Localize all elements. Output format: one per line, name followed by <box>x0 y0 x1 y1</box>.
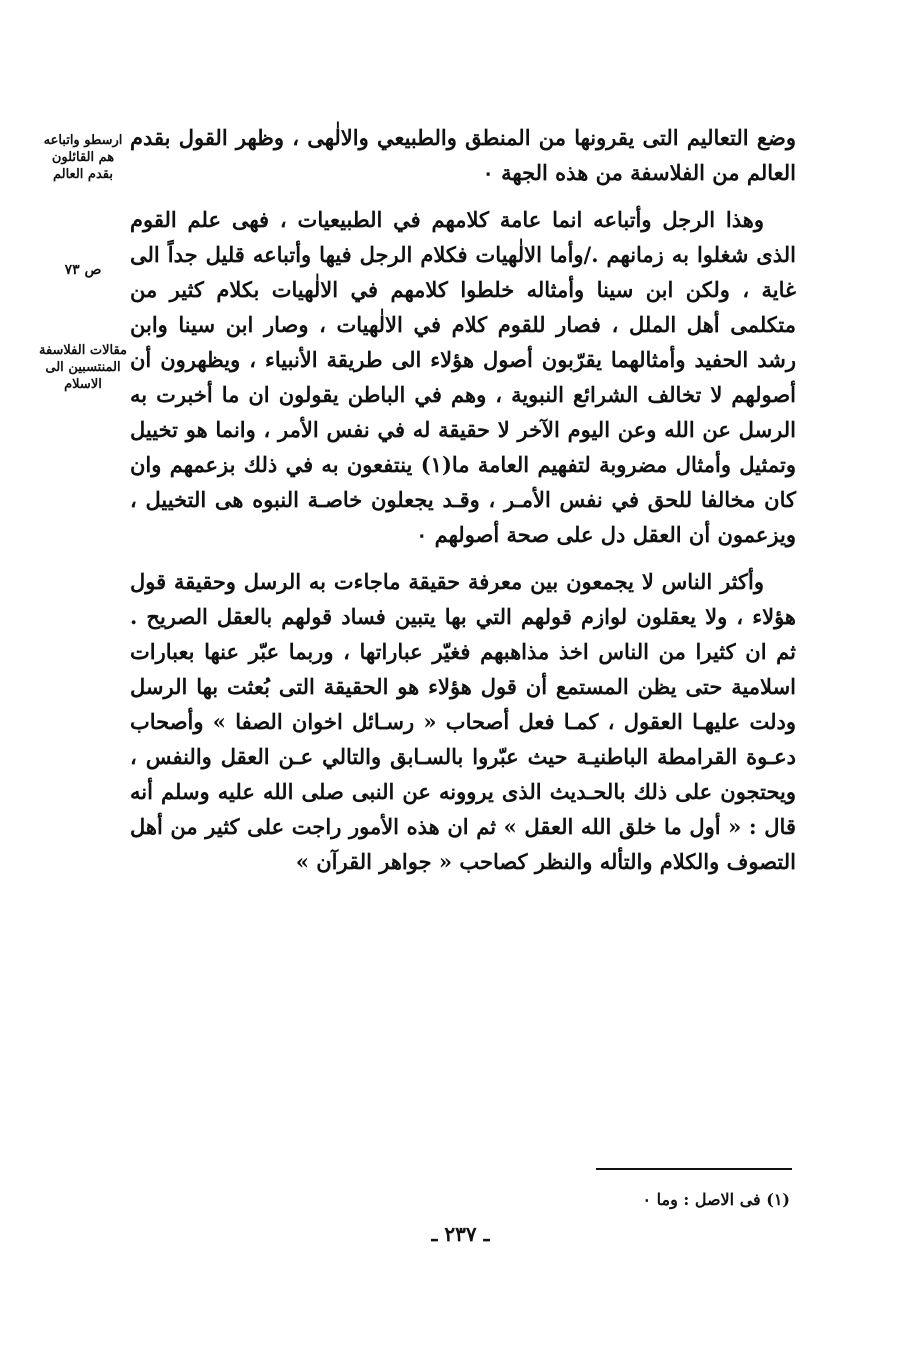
margin-note-line: الاسلام <box>64 377 102 392</box>
margin-note-line: المنتسبين الى <box>45 360 121 375</box>
margin-note-aristotle <box>24 132 142 183</box>
margin-note-line: ارسطو واتباعه <box>43 133 123 148</box>
main-text-body <box>130 120 796 891</box>
margin-note-line: هم القائلون <box>51 150 115 165</box>
margin-note-philosophers <box>24 342 142 393</box>
footnote: (١) فى الاصل : وما ٠ <box>642 1190 790 1209</box>
paragraph-1: وضع التعاليم التى يقرونها من المنطق والطبيعي والالٰهى ، وظهر القول بقدم العالم من الفلاسفة من هذه الجهة ٠ <box>130 125 796 185</box>
margin-note-line: بقدم العالم <box>52 167 113 182</box>
paragraph-2: وهذا الرجل وأتباعه انما عامة كلامهم في الطبيعيات ، فهى علم القوم الذى شغلوا به زمانهم ./وأما الالٰهيات فكلام الرجل فيها وأتباعه قليل جداً الى غاية ، ولكن ابن سينا وأمثاله خلطوا كلامهم في الالٰهيات بكلام كثير من متكلمى أهل الملل ، فصار للقوم كلام في الالٰهيات ، وصار ابن سينا وابن رشد الحفيد وأمثالهما يقرّبون أصول هؤلاء الى طريقة الأنبياء ، ويظهرون أن أصولهم لا تخالف الشرائع النبوية ، وهم في الباطن يقولون ان ما أخبرت به الرسل عن الله وعن اليوم الآخر لا حقيقة له في نفس الأمر ، وانما هو تخييل وتمثيل وأمثال مضروبة لتفهيم العامة ما(١) ينتفعون به في ذلك بزعمهم وان كان مخالفا للحق في نفس الأمـر ، وقـد يجعلون خاصـة النبوه هى التخييل ، ويزعمون أن العقل دل على صحة أصولهم ٠ <box>130 207 796 547</box>
footnote-divider <box>596 1168 792 1170</box>
margin-note-line: مقالات الفلاسفة <box>38 343 128 358</box>
page-number: ـ ٢٣٧ ـ <box>431 1222 490 1246</box>
margin-note-page-ref: ص ٧٣ <box>64 262 102 278</box>
paragraph-3: وأكثر الناس لا يجمعون بين معرفة حقيقة ماجاءت به الرسل وحقيقة قول هؤلاء ، ولا يعقلون لوازم قولهم التي بها يتبين فساد قولهم بالعقل الصريح . ثم ان كثيرا من الناس اخذ مذاهبهم فغيّر عباراتها ، وربما عبّر عنها بعبارات اسلامية حتى يظن المستمع أن قول هؤلاء هو الحقيقة التى بُعثت بها الرسل ودلت عليهـا العقول ، كمـا فعل أصحاب « رسـائل اخوان الصفا » وأصحاب دعـوة القرامطة الباطنيـة حيث عبّروا بالسـابق والتالي عـن العقل والنفس ، ويحتجون على ذلك بالحـديث الذى يروونه عن النبى صلى الله عليه وسلم أنه قال : « أول ما خلق الله العقل » ثم ان هذه الأمور راجت على كثير من أهل التصوف والكلام والتأله والنظر كصاحب « جواهر القرآن » <box>130 569 796 874</box>
